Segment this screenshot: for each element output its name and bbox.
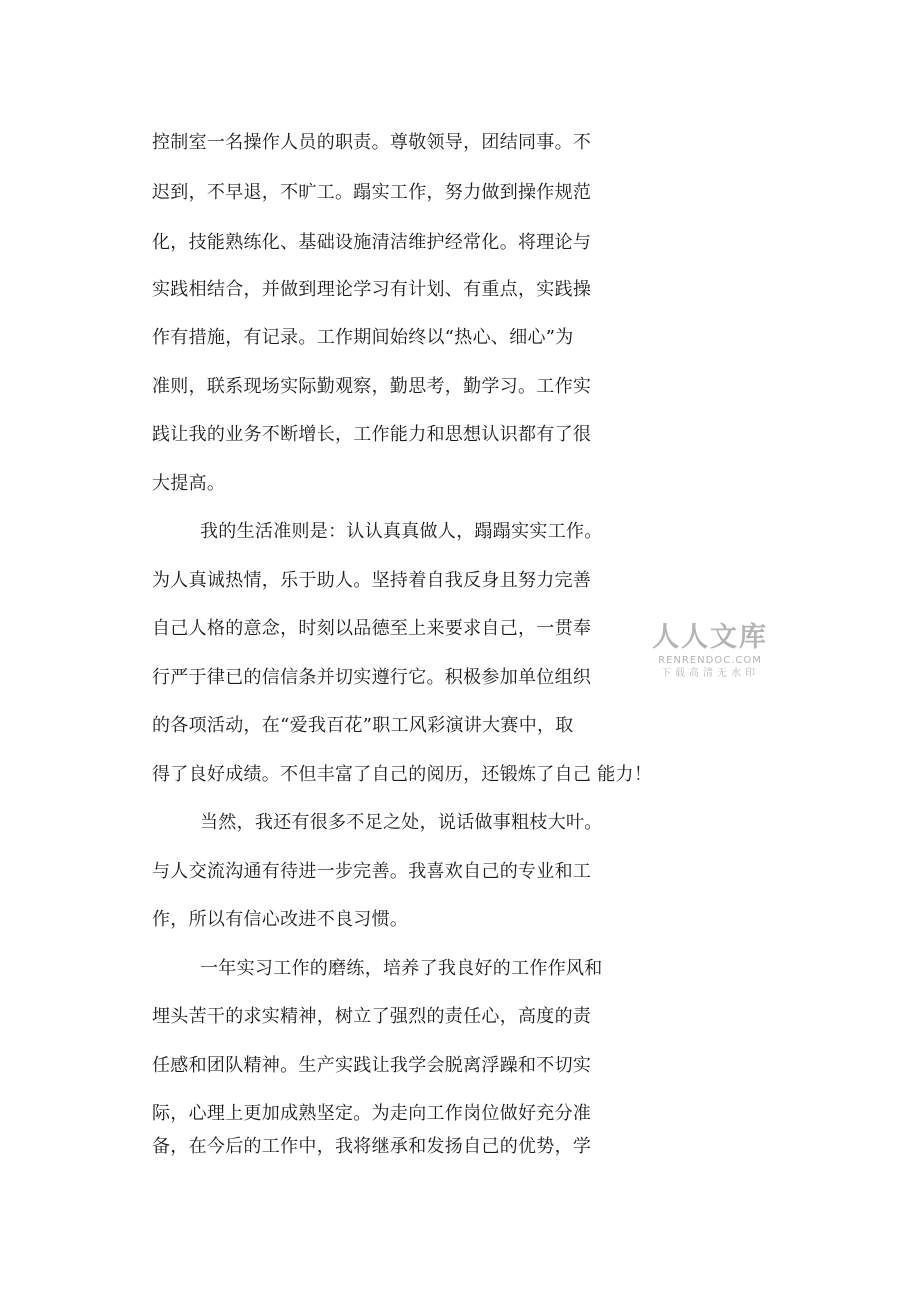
text-line: 的各项活动，在“爱我百花”职工风彩演讲大赛中，取 bbox=[152, 715, 574, 736]
text-line: 与人交流沟通有待进一步完善。我喜欢自己的专业和工 bbox=[152, 861, 592, 882]
text-line: 迟到，不早退，不旷工。蹋实工作，努力做到操作规范 bbox=[152, 182, 592, 203]
text-line: 实践相结合，并做到理论学习有计划、有重点，实践操 bbox=[152, 279, 592, 300]
text-line: 备，在今后的工作中，我将继承和发扬自己的优势，学 bbox=[152, 1136, 592, 1157]
text-line: 大提高。 bbox=[152, 473, 226, 494]
text-line: 际，心理上更加成熟坚定。为走向工作岗位做好充分准 bbox=[152, 1103, 592, 1124]
text-line: 践让我的业务不断增长，工作能力和思想认识都有了很 bbox=[152, 424, 592, 445]
watermark bbox=[648, 622, 772, 680]
text-line: 得了良好成绩。不但丰富了自己的阅历，还锻炼了自己 能力！ bbox=[152, 764, 653, 785]
text-line: 作有措施，有记录。工作期间始终以“热心、细心”为 bbox=[152, 327, 574, 348]
text-line: 作，所以有信心改进不良习惯。 bbox=[152, 909, 409, 930]
text-line: 化，技能熟练化、基础设施清洁维护经常化。将理论与 bbox=[152, 232, 592, 253]
paragraph-first-line: 我的生活准则是：认认真真做人，蹋蹋实实工作。 bbox=[200, 521, 603, 542]
text-line: 任感和团队精神。生产实践让我学会脱离浮躁和不切实 bbox=[152, 1055, 592, 1076]
text-line: 控制室一名操作人员的职责。尊敬领导，团结同事。不 bbox=[152, 132, 592, 153]
paragraph-first-line: 当然，我还有很多不足之处，说话做事粗枝大叶。 bbox=[200, 812, 603, 833]
text-line: 自己人格的意念，时刻以品德至上来要求自己，一贯奉 bbox=[152, 618, 592, 639]
text-line: 埋头苦干的求实精神，树立了强烈的责任心，高度的责 bbox=[152, 1006, 592, 1027]
text-line: 行严于律已的信信条并切实遵行它。积极参加单位组织 bbox=[152, 667, 592, 688]
watermark-title: 人人文库 bbox=[652, 622, 768, 653]
paragraph-first-line: 一年实习工作的磨练，培养了我良好的工作作风和 bbox=[200, 958, 603, 979]
watermark-domain: RENRENDOC.COM bbox=[658, 655, 762, 666]
text-line: 为人真诚热情，乐于助人。坚持着自我反身且努力完善 bbox=[152, 570, 592, 591]
text-line: 准则，联系现场实际勤观察，勤思考，勤学习。工作实 bbox=[152, 376, 592, 397]
watermark-tagline: 下载高清无水印 bbox=[661, 668, 759, 679]
